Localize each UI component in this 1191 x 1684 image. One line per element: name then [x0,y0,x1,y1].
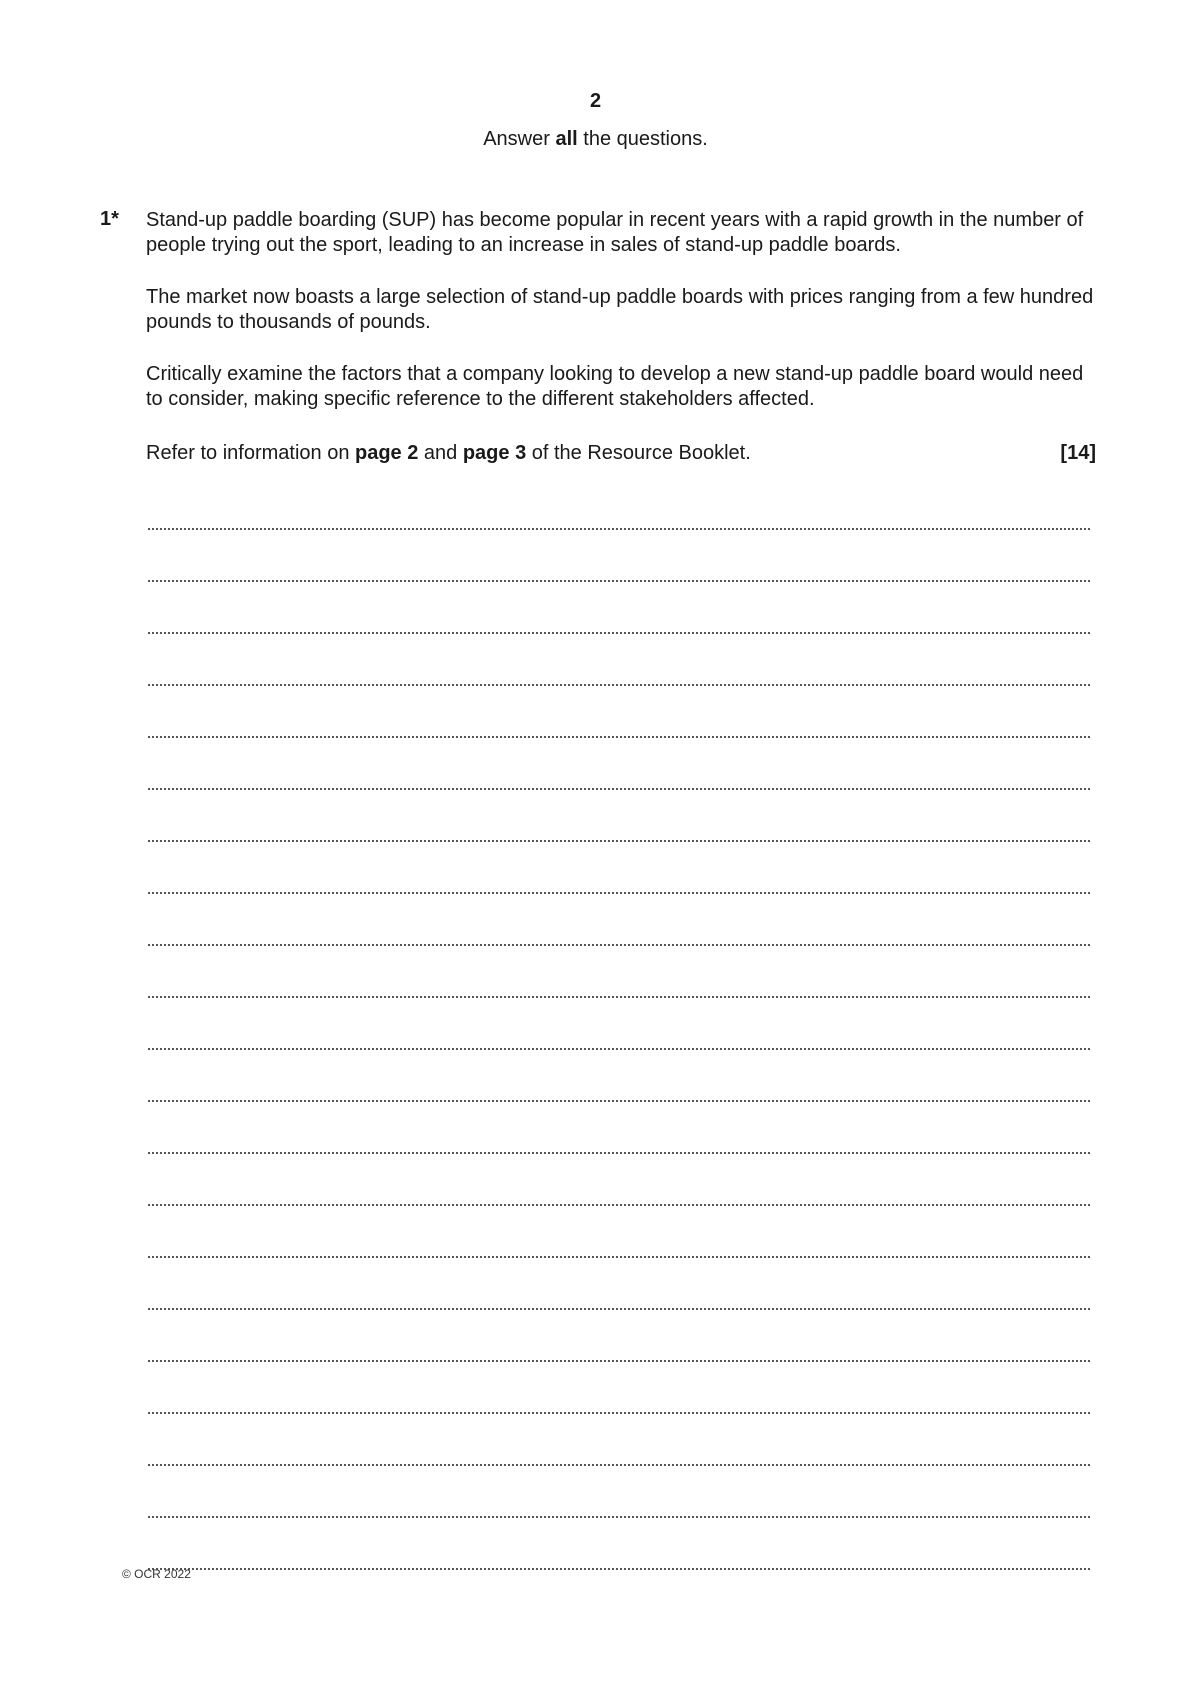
answer-line[interactable] [148,1310,1090,1362]
question-paragraph: Stand-up paddle boarding (SUP) has become popular in recent years with a rapid growth in the number of people trying out the sport, leading to an increase in sales of stand-up paddle boards. [146,209,1084,256]
answer-line[interactable] [148,582,1090,634]
answer-lines[interactable] [148,478,1090,1570]
reference-part: Refer to information on [146,442,355,464]
page-number: 2 [589,90,602,112]
answer-line[interactable] [148,686,1090,738]
answer-line[interactable] [148,1362,1090,1414]
answer-line[interactable] [148,1206,1090,1258]
answer-line[interactable] [148,1258,1090,1310]
answer-line[interactable] [148,478,1090,530]
reference-page-2: page 2 [355,442,419,464]
question-body [146,208,1096,439]
instruction-part: the questions. [577,128,708,150]
copyright-notice: © OCR 2022 [122,1567,191,1581]
answer-line[interactable] [148,894,1090,946]
instruction-part: Answer [483,128,556,150]
answer-line[interactable] [148,1466,1090,1518]
answer-line[interactable] [148,634,1090,686]
marks-label: [14] [1060,442,1096,464]
answer-line[interactable] [148,946,1090,998]
reference-part: of the Resource Booklet. [526,442,751,464]
answer-line[interactable] [148,1518,1090,1570]
answer-line[interactable] [148,998,1090,1050]
question-paragraph: Critically examine the factors that a company looking to develop a new stand-up paddle board would need to consider, making specific reference to the different stakeholders affected. [146,363,1084,410]
instruction-text [0,128,1191,151]
question-number: 1* [100,208,119,230]
question-paragraph: The market now boasts a large selection of stand-up paddle boards with prices ranging from a few hundred pounds to thousands of pounds. [146,286,1094,333]
answer-line[interactable] [148,1102,1090,1154]
answer-line[interactable] [148,738,1090,790]
reference-row [146,441,1096,466]
answer-line[interactable] [148,1050,1090,1102]
answer-line[interactable] [148,1154,1090,1206]
instruction-bold: all [555,128,578,150]
reference-page-3: page 3 [462,442,527,464]
answer-line[interactable] [148,530,1090,582]
reference-part: and [418,442,463,464]
answer-line[interactable] [148,842,1090,894]
reference-text [146,442,751,464]
answer-line[interactable] [148,790,1090,842]
answer-line[interactable] [148,1414,1090,1466]
